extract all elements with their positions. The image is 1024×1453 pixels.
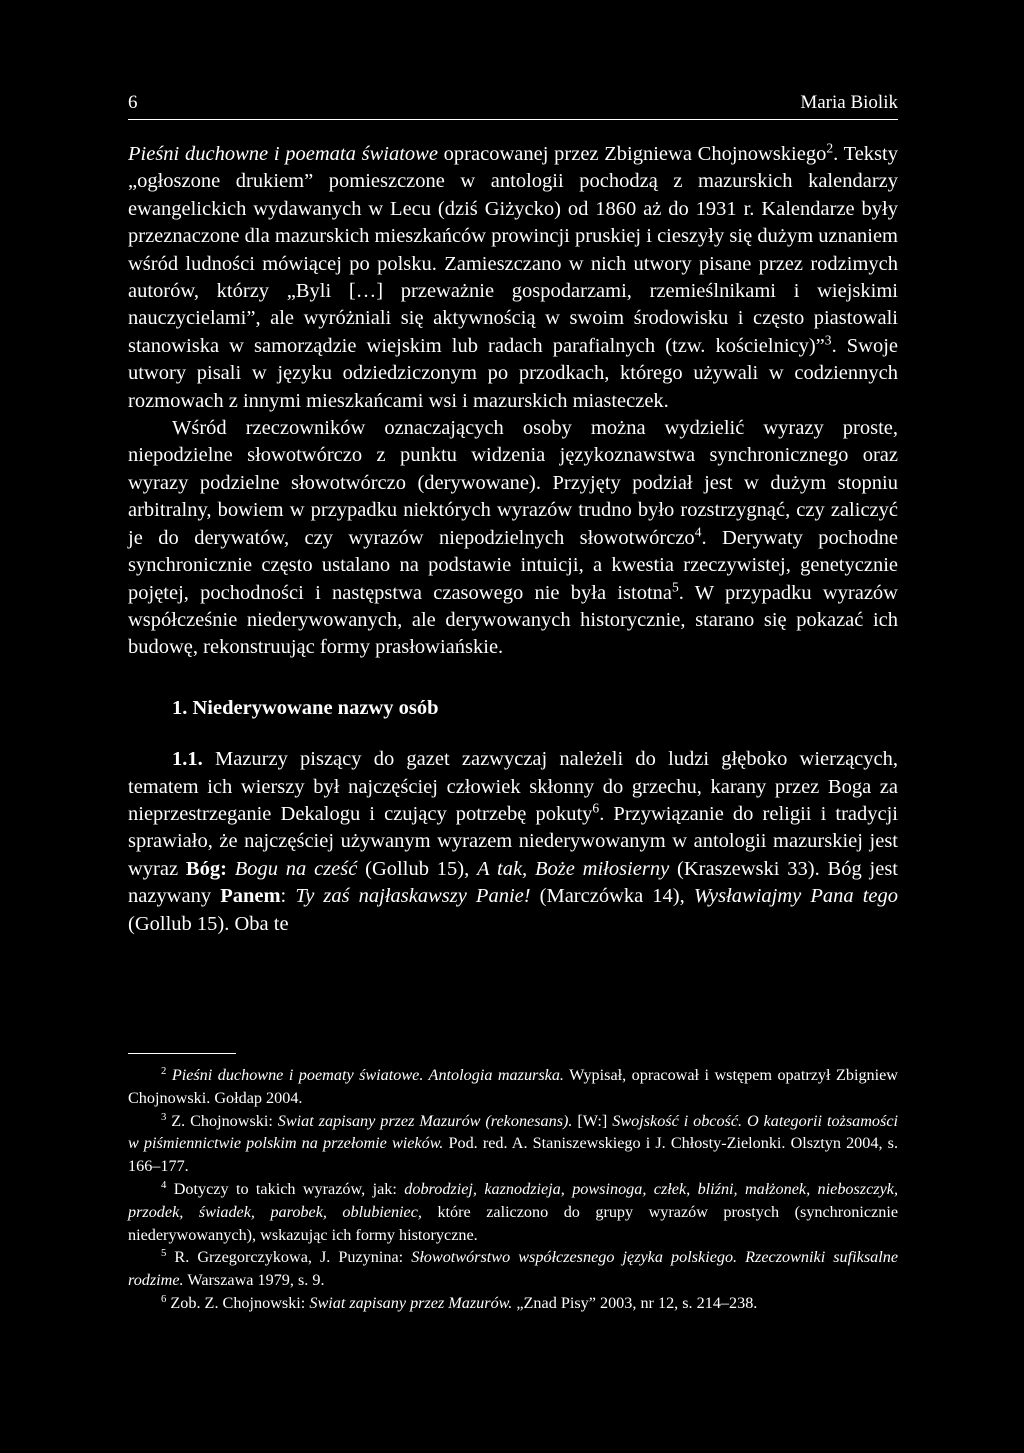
main-text [128, 141, 898, 938]
footnote-ref-2: 2 [826, 140, 834, 156]
footnote-4: $^4$ Dotyczy to takich wyrazów, jak: dobrodziej, kaznodzieja, powsinoga, człek, bliźni, małżonek, nieboszczyk, przodek, świadek, parobek, oblubieniec, które zaliczono do grupy wyrazów prostych (synchronicznie niederywowanych), wskazując ich formy historyczne. [128, 1179, 899, 1244]
header-rule [128, 119, 898, 120]
footnote-6: $^6$ Zob. Z. Chojnowski: Swiat zapisany przez Mazurów. „Znad Pisy” 2003, nr 12, s. 214–238. [161, 1293, 758, 1312]
footnote-ref-6: 6 [592, 800, 600, 816]
paragraph-3: 1.1. Mazurzy piszący do gazet zazwyczaj należeli do ludzi głęboko wierzących, tematem ich wierszy był najczęściej człowiek skłonny do grzechu, karany przez Boga za nieprzestrzeganie Dekalogu i czujący potrzebę pokuty$^6$. Przywiązanie do religii i tradycji sprawiało, że najczęściej używanym wyrazem niederywowanym w antologii mazurskiej jest wyraz Bóg: Bogu na cześć (Gollub 15), A tak, Boże miłosierny (Kraszewski 33). Bóg jest nazywany Panem: Ty zaś najłaskawszy Panie! (Marczówka 14), Wysławiajmy Pana tego (Gollub 15). Oba te [128, 748, 898, 935]
footnote-rule [128, 1053, 236, 1054]
quote-1: Bogu na cześć [234, 857, 358, 880]
quote-2: A tak, Boże miłosierny [477, 857, 670, 880]
term-bog: Bóg: [185, 857, 227, 880]
term-pan: Panem [220, 885, 281, 908]
quote-4: Wysławiajmy Pana tego [693, 885, 898, 908]
footnote-5: $^5$ R. Grzegorczykowa, J. Puzynina: Słowotwórstwo współczesnego języka polskiego. Rzeczowniki sufiksalne rodzime. Warszawa 1979, s. 9. [128, 1247, 898, 1290]
footnotes [128, 1064, 898, 1315]
footnote-ref-3: 3 [824, 332, 832, 348]
subsection-number: 1.1. [172, 748, 203, 771]
section-heading: 1. Niederywowane nazwy osób [172, 696, 439, 719]
page-header [128, 92, 898, 118]
footnote-ref-4: 4 [694, 524, 702, 540]
footnote-ref-5: 5 [672, 579, 679, 595]
title-italic: Pieśni duchowne i poemata światowe [128, 143, 438, 165]
footnote-2: $^2$ Pieśni duchowne i poematy światowe. Antologia mazurska. Wypisał, opracował i wstępem opatrzył Zbigniew Chojnowski. Gołdap 2004. [128, 1065, 899, 1107]
running-head-author: Maria Biolik [800, 92, 898, 113]
footnote-3: $^3$ Z. Chojnowski: Swiat zapisany przez Mazurów (rekonesans). [W:] Swojskość i obcość. O kategorii tożsamości w piśmiennictwie polskim na przełomie wieków. Pod. red. A. Staniszewskiego i J. Chłosty-Zielonki. Olsztyn 2004, s. 166–177. [128, 1110, 899, 1176]
page-number: 6 [128, 92, 138, 113]
paragraph-2: Wśród rzeczowników oznaczających osoby można wydzielić wyrazy proste, niepodzielne słowotwórczo z punktu widzenia językoznawstwa synchronicznego oraz wyrazy podzielne słowotwórczo (derywowane). Przyjęty podział jest w dużym stopniu arbitralny, bowiem w przypadku niektórych wyrazów trudno było rozstrzygnąć, czy zaliczyć je do derywatów, czy wyrazów niepodzielnych słowotwórczo$^4$. Derywaty pochodne synchronicznie często ustalano na podstawie intuicji, a kwestia rzeczywistej, genetycznie pojętej, pochodności i następstwa czasowego nie była istotna$^5$. W przypadku wyrazów współcześnie niederywowanych, ale derywowanych historycznie, starano się pokazać ich budowę, rekonstruując formy prasłowiańskie. [128, 417, 899, 659]
quote-3: Ty zaś najłaskawszy Panie! [295, 885, 531, 908]
paragraph-1: Pieśni duchowne i poemata światowe opracowanej przez Zbigniewa Chojnowskiego$^2$. Teksty „ogłoszone drukiem” pomieszczone w antologii pochodzą z mazurskich kalendarzy ewangelickich wydawanych w Lecu (dziś Giżycko) od 1860 aż do 1931 r. Kalendarze były przeznaczone dla mazurskich mieszkańców prowincji pruskiej i cieszyły się dużym uznaniem wśród ludności mówiącej po polsku. Zamieszczano w nich utwory pisane przez rodzimych autorów, którzy „Byli […] przeważnie gospodarzami, rzemieślnikami i wiejskimi nauczycielami”, ale wyróżniali się aktywnością w swoim środowisku i często piastowali stanowiska w samorządzie wiejskim lub radach parafialnych (tzw. kościelnicy)”$^3$. Swoje utwory pisali w języku odziedziczonym po przodkach, którego używali w codziennych rozmowach z innymi mieszkańcami wsi i mazurskich miasteczek. [128, 140, 899, 412]
